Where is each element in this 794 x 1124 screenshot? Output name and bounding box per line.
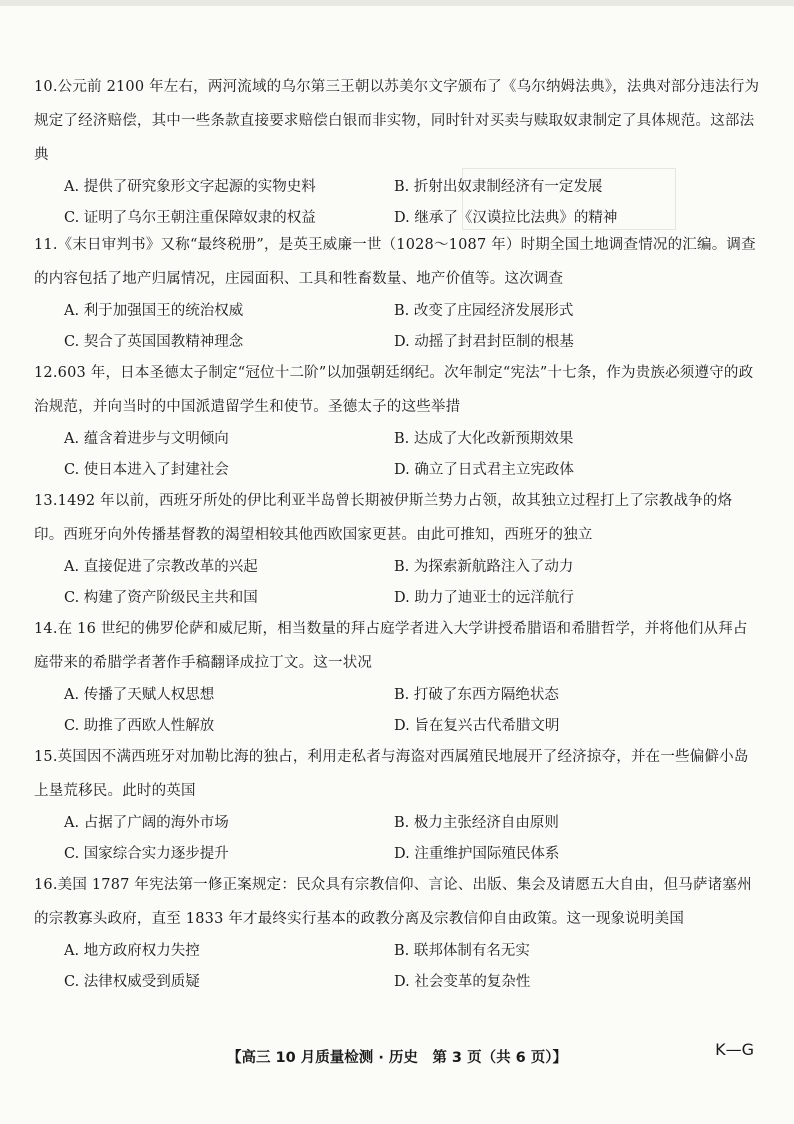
option-b[interactable]: B. 联邦体制有名无实 [394,943,530,959]
option-d[interactable]: D. 动摇了封君封臣制的根基 [394,334,574,350]
option-d[interactable]: D. 旨在复兴古代希腊文明 [394,718,560,734]
page-footer: 【高三 10 月质量检测 · 历史 第 3 页（共 6 页）】 [227,1050,567,1066]
option-c[interactable]: C. 证明了乌尔王朝注重保障奴隶的权益 [64,210,316,226]
option-d[interactable]: D. 社会变革的复杂性 [394,974,531,990]
option-a[interactable]: A. 利于加强国王的统治权威 [64,303,244,319]
option-b[interactable]: B. 折射出奴隶制经济有一定发展 [394,179,603,195]
options [64,552,760,614]
option-c[interactable]: C. 国家综合实力逐步提升 [64,846,229,862]
option-c[interactable]: C. 契合了英国国教精神理念 [64,334,244,350]
option-b[interactable]: B. 为探索新航路注入了动力 [394,559,574,575]
question-10 [34,70,760,234]
option-a[interactable]: A. 传播了天赋人权思想 [64,687,215,703]
option-a[interactable]: A. 提供了研究象形文字起源的实物史料 [64,179,316,195]
option-b[interactable]: B. 极力主张经济自由原则 [394,815,559,831]
option-b[interactable]: B. 改变了庄园经济发展形式 [394,303,574,319]
option-c[interactable]: C. 使日本进入了封建社会 [64,462,229,478]
question-stem: 10.公元前 2100 年左右，两河流域的乌尔第三王朝以苏美尔文字颁布了《乌尔纳姆法典》，法典对部分违法行为规定了经济赔偿，其中一些条款直接要求赔偿白银而非实物，同时针对买卖与赎取奴隶制定了具体规范。这部法典 [34,79,760,163]
options [64,172,760,234]
question-stem: 13.1492 年以前，西班牙所处的伊比利亚半岛曾长期被伊斯兰势力占领，故其独立过程打上了宗教战争的烙印。西班牙向外传播基督教的渴望相较其他西欧国家更甚。由此可推知，西班牙的独立 [34,493,733,543]
question-stem: 14.在 16 世纪的佛罗伦萨和威尼斯，相当数量的拜占庭学者进入大学讲授希腊语和希腊哲学，并将他们从拜占庭带来的希腊学者著作手稿翻译成拉丁文。这一状况 [34,621,748,671]
options [64,296,760,358]
option-d[interactable]: D. 确立了日式君主立宪政体 [394,462,574,478]
options [64,680,760,742]
options [64,424,760,486]
option-c[interactable]: C. 法律权威受到质疑 [64,974,200,990]
question-11 [34,228,760,358]
question-15 [34,740,760,870]
question-14 [34,612,760,742]
question-stem: 16.美国 1787 年宪法第一修正案规定：民众具有宗教信仰、言论、出版、集会及请愿五大自由，但马萨诸塞州的宗教寡头政府，直至 1833 年才最终实行基本的政教分离及宗教信仰自由政策。这一现象说明美国 [34,877,752,927]
option-a[interactable]: A. 占据了广阔的海外市场 [64,815,229,831]
question-stem: 15.英国因不满西班牙对加勒比海的独占，利用走私者与海盗对西属殖民地展开了经济掠夺，并在一些偏僻小岛上垦荒移民。此时的英国 [34,749,749,799]
option-d[interactable]: D. 助力了迪亚士的远洋航行 [394,590,574,606]
option-c[interactable]: C. 助推了西欧人性解放 [64,718,215,734]
option-a[interactable]: A. 蕴含着进步与文明倾向 [64,431,229,447]
option-c[interactable]: C. 构建了资产阶级民主共和国 [64,590,258,606]
option-b[interactable]: B. 打破了东西方隔绝状态 [394,687,559,703]
option-a[interactable]: A. 地方政府权力失控 [64,943,200,959]
question-12 [34,356,760,486]
option-d[interactable]: D. 继承了《汉谟拉比法典》的精神 [394,210,618,226]
scan-edge [0,0,794,6]
option-d[interactable]: D. 注重维护国际殖民体系 [394,846,560,862]
options [64,808,760,870]
question-stem: 12.603 年，日本圣德太子制定“冠位十二阶”以加强朝廷纲纪。次年制定“宪法”十七条，作为贵族必须遵守的政治规范，并向当时的中国派遣留学生和使节。圣德太子的这些举措 [34,365,754,415]
options [64,936,760,998]
paper-code: K—G [715,1040,754,1059]
question-13 [34,484,760,614]
option-a[interactable]: A. 直接促进了宗教改革的兴起 [64,559,258,575]
question-stem: 11.《末日审判书》又称“最终税册”，是英王威廉一世（1028～1087 年）时期全国土地调查情况的汇编。调查的内容包括了地产归属情况，庄园面积、工具和牲畜数量、地产价值等。这次调查 [34,237,756,287]
option-b[interactable]: B. 达成了大化改新预期效果 [394,431,574,447]
question-16 [34,868,760,998]
